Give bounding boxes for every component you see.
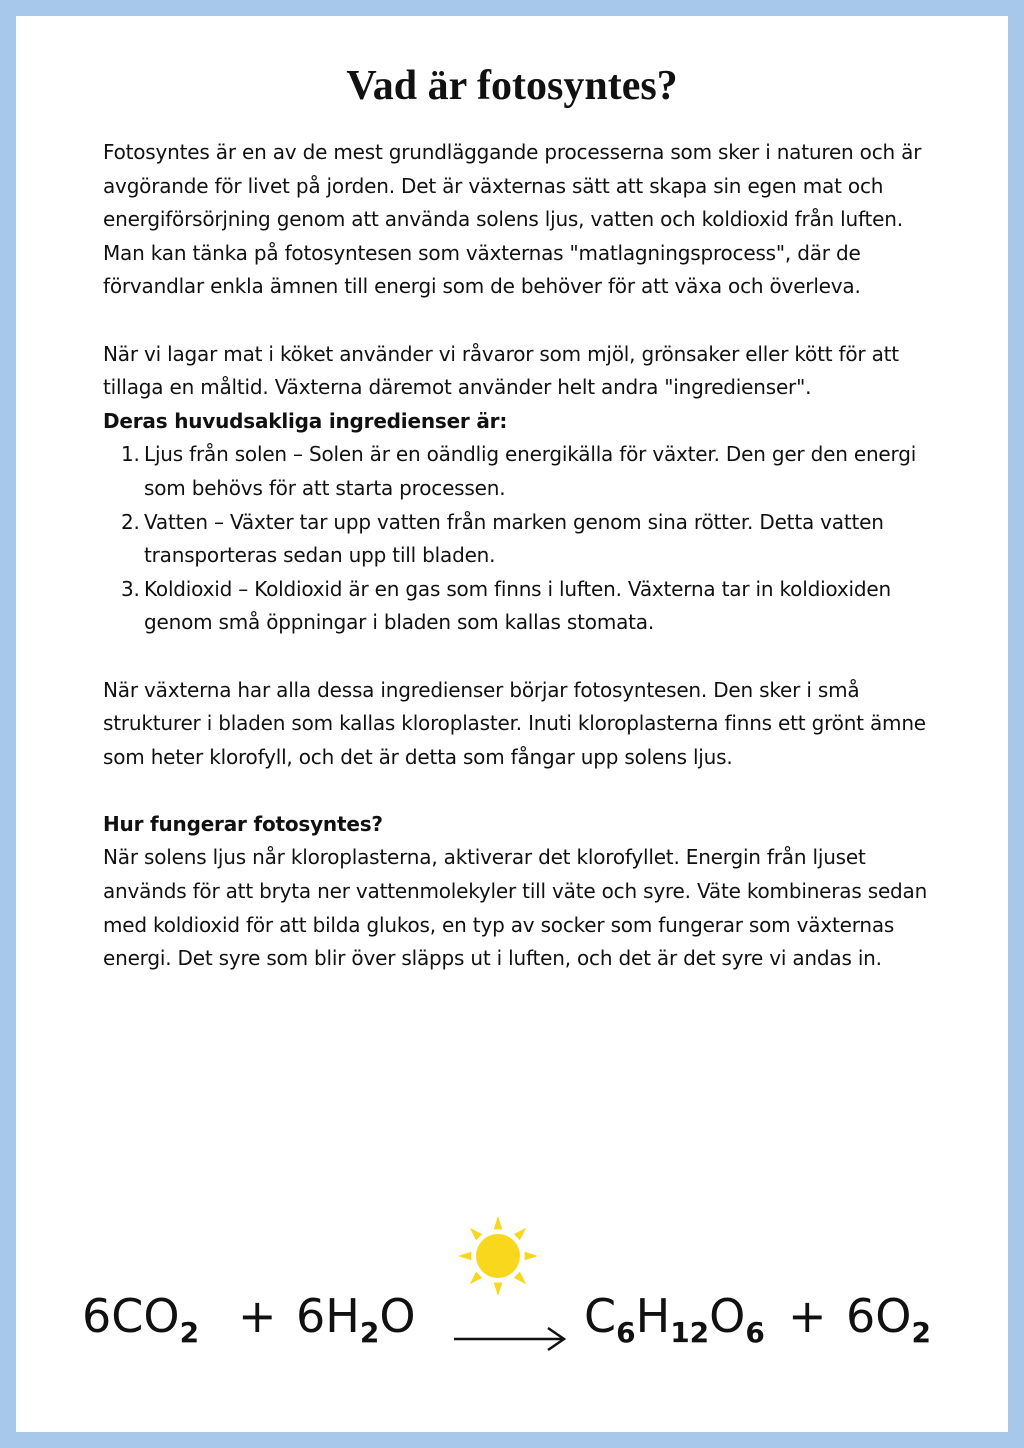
glucose-o: O	[709, 1289, 746, 1343]
arrow-right-icon	[452, 1324, 568, 1354]
how-heading: Hur fungerar fotosyntes?	[103, 811, 383, 836]
h2o-o: O	[379, 1289, 416, 1343]
sun-ray	[458, 1252, 471, 1261]
glucose-c-subscript: 6	[616, 1316, 636, 1349]
cooking-paragraph: När vi lagar mat i köket använder vi råvaror som mjöl, grönsaker eller kött för att tillaga en måltid. Växterna däremot använder helt andra "ingredienser".	[103, 341, 899, 400]
h2o-coefficient: 6	[296, 1289, 326, 1343]
o2-subscript: 2	[911, 1316, 931, 1349]
sun-ray	[470, 1228, 482, 1240]
list-item-number: 2.	[121, 509, 140, 534]
glucose-h: H	[635, 1289, 671, 1343]
glucose-o-subscript: 6	[745, 1316, 765, 1349]
ingredients-heading: Deras huvudsakliga ingredienser är:	[103, 408, 508, 433]
equation-plus-2: +	[788, 1289, 827, 1343]
equation-reactant-h2o	[296, 1286, 416, 1363]
ingredients-list	[103, 438, 943, 640]
co2-formula: CO	[111, 1289, 180, 1343]
o2-coefficient: 6	[846, 1289, 876, 1343]
equation-plus-1: +	[238, 1289, 277, 1343]
o2-formula: O	[875, 1289, 912, 1343]
intro-paragraph: Fotosyntes är en av de mest grundläggande processerna som sker i naturen och är avgörande för livet på jorden. Det är växternas sätt att skapa sin egen mat och energiförsörjning genom att använda solens ljus, vatten och koldioxid från luften. Man kan tänka på fotosyntesen som växternas "matlagningsprocess", där de förvandlar enkla ämnen till energi som de behöver för att växa och överleva.	[103, 140, 922, 299]
co2-coefficient: 6	[82, 1289, 112, 1343]
how-paragraph: När solens ljus når kloroplasterna, aktiverar det klorofyllet. Energin från ljuset används för att bryta ner vattenmolekyler till väte och syre. Väte kombineras sedan med koldioxid för att bilda glukos, en typ av socker som fungerar som växternas energi. Det syre som blir över släpps ut i luften, och det är det syre vi andas in.	[103, 845, 928, 971]
page-title: Vad är fotosyntes?	[346, 63, 678, 109]
document-page	[16, 16, 1008, 1432]
equation-product-o2	[846, 1286, 931, 1363]
sun-ray	[514, 1272, 526, 1284]
list-item-number: 1.	[121, 442, 140, 467]
list-item	[103, 573, 943, 640]
document-body	[103, 136, 943, 976]
list-item-number: 3.	[121, 576, 140, 601]
h2o-subscript: 2	[359, 1316, 380, 1349]
equation-product-glucose	[584, 1286, 765, 1363]
co2-subscript: 2	[179, 1316, 200, 1349]
sun-ray	[525, 1252, 538, 1261]
list-item-text: Vatten – Växter tar upp vatten från marken genom sina rötter. Detta vatten transporteras sedan upp till bladen.	[144, 509, 884, 568]
list-item-text: Ljus från solen – Solen är en oändlig energikälla för växter. Den ger den energi som behövs för att starta processen.	[144, 442, 917, 500]
h2o-h: H	[325, 1289, 360, 1343]
sun-ray	[514, 1228, 526, 1240]
chloroplasts-paragraph: När växterna har alla dessa ingredienser börjar fotosyntesen. Den sker i små strukturer i bladen som kallas kloroplaster. Inuti kloroplasterna finns ett grönt ämne som heter klorofyll, och det är detta som fångar upp solens ljus.	[103, 677, 926, 769]
glucose-h-subscript: 12	[670, 1316, 710, 1349]
equation-reactant-co2	[82, 1286, 199, 1363]
glucose-c: C	[584, 1289, 617, 1343]
list-item	[103, 506, 943, 573]
list-item-text: Koldioxid – Koldioxid är en gas som finns i luften. Växterna tar in koldioxiden genom små öppningar i bladen som kallas stomata.	[144, 576, 891, 635]
list-item	[103, 438, 943, 505]
sun-ray	[494, 1216, 503, 1229]
sun-ray	[470, 1272, 482, 1284]
